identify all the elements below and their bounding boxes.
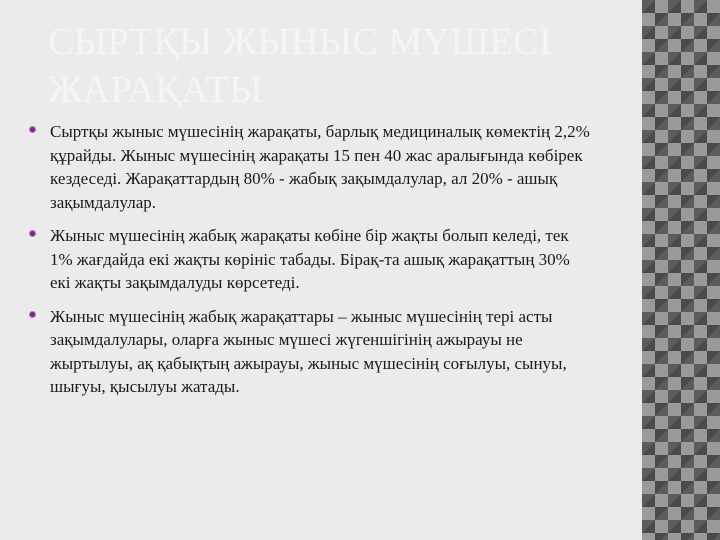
bullet-text: Жыныс мүшесінің жабық жарақаттары – жыныс мүшесінің тері асты зақымдалулары, оларға жыныс мүшесі жүгеншігінің ажырауы не жыртылуы, ақ қабықтың ажырауы, жыныс мүшесінің соғылуы, сынуы, шығуы, қысылуы жатады.	[50, 306, 567, 396]
slide-title: СЫРТҚЫ ЖЫНЫС МҮШЕСІ ЖАРАҚАТЫ	[48, 21, 553, 111]
bullet-dot-icon	[30, 312, 35, 317]
bullet-list	[30, 120, 590, 409]
bullet-item	[30, 224, 590, 295]
bullet-text: Сыртқы жыныс мүшесінің жарақаты, барлық медициналық көмектің 2,2% құрайды. Жыныс мүшесінің жарақаты 15 пен 40 жас аралығында көбірек кездеседі. Жарақаттардың 80% - жабық зақымдалулар, ал 20% - ашық зақымдалулар.	[50, 122, 590, 212]
bullet-item	[30, 305, 590, 399]
decorative-pattern-strip	[642, 0, 720, 540]
bullet-item	[30, 120, 590, 214]
bullet-dot-icon	[30, 127, 35, 132]
bullet-text: Жыныс мүшесінің жабық жарақаты көбіне бір жақты болып келеді, тек 1% жағдайда екі жақты көрініс табады. Бірақ-та ашық жарақаттың 30% екі жақты зақымдалуды көрсетеді.	[50, 226, 570, 292]
bullet-dot-icon	[30, 231, 35, 236]
